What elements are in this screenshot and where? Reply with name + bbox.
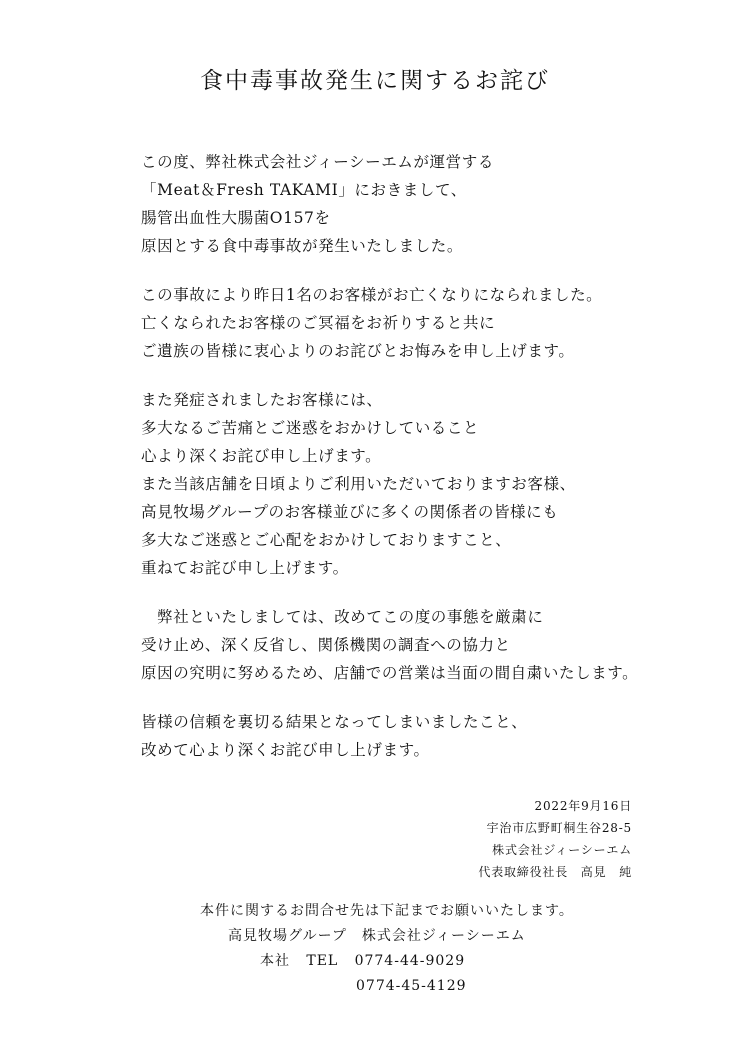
text-line: 原因とする食中毒事故が発生いたしました。 <box>141 237 464 255</box>
text-line: また当該店舗を日頃よりご利用いただいておりますお客様、 <box>141 475 576 493</box>
paragraph-4 <box>141 603 638 687</box>
signature-block <box>478 795 632 883</box>
paragraph-gap <box>141 687 638 708</box>
issue-date: 2022年9月16日 <box>534 799 632 813</box>
paragraph-2 <box>141 281 638 365</box>
paragraph-3 <box>141 386 638 582</box>
head-office-label: 本社 <box>260 953 290 969</box>
paragraph-5 <box>141 708 638 764</box>
text-line: この事故により昨日1名のお客様がお亡くなりになられました。 <box>141 286 603 304</box>
text-line: また発症されましたお客様には、 <box>141 391 383 409</box>
representative-name: 代表取締役社長 高見 純 <box>478 865 632 879</box>
text-line: 受け止め、深く反省し、関係機関の調査への協力と <box>141 636 511 654</box>
letter-body <box>141 148 638 764</box>
contact-block <box>200 899 574 999</box>
text-line: 心より深くお詫び申し上げます。 <box>141 447 382 465</box>
text-line: ご遺族の皆様に衷心よりのお詫びとお悔みを申し上げます。 <box>141 342 575 360</box>
text-line: 弊社といたしましては、改めてこの度の事態を厳粛に <box>141 608 544 626</box>
company-name: 株式会社ジィーシーエム <box>492 843 632 857</box>
page-title: 食中毒事故発生に関するお詫び <box>200 68 550 94</box>
paragraph-gap <box>141 260 638 281</box>
text-line: 腸管出血性大腸菌O157を <box>141 209 331 227</box>
text-line: 亡くなられたお客様のご冥福をお祈りすると共に <box>141 314 496 332</box>
contact-organization: 高見牧場グループ 株式会社ジィーシーエム <box>228 928 526 944</box>
text-line: 改めて心より深くお詫び申し上げます。 <box>141 741 430 759</box>
paragraph-1 <box>141 148 638 260</box>
text-line: 重ねてお詫び申し上げます。 <box>141 559 349 577</box>
text-line: 「Meat＆Fresh TAKAMI」におきまして、 <box>141 181 467 199</box>
text-line: この度、弊社株式会社ジィーシーエムが運営する <box>141 153 494 171</box>
contact-phone-row <box>200 949 574 974</box>
phone-number: 0774-44-9029 <box>354 953 466 969</box>
paragraph-gap <box>141 582 638 603</box>
company-address: 宇治市広野町桐生谷28-5 <box>486 821 632 835</box>
tel-label: TEL <box>306 953 339 969</box>
text-line: 原因の究明に努めるため、店舗での営業は当面の間自粛いたします。 <box>141 664 639 682</box>
paragraph-gap <box>141 365 638 386</box>
text-line: 多大なご迷惑とご心配をおかけしておりますこと、 <box>141 531 512 549</box>
contact-intro: 本件に関するお問合せ先は下記までお願いいたします。 <box>200 903 574 919</box>
text-line: 皆様の信頼を裏切る結果となってしまいましたこと、 <box>141 713 528 731</box>
phone-number-secondary: 0774-45-4129 <box>356 978 467 994</box>
text-line: 多大なるご苦痛とご迷惑をおかけしていること <box>141 419 480 437</box>
text-line: 高見牧場グループのお客様並びに多くの関係者の皆様にも <box>141 503 559 521</box>
